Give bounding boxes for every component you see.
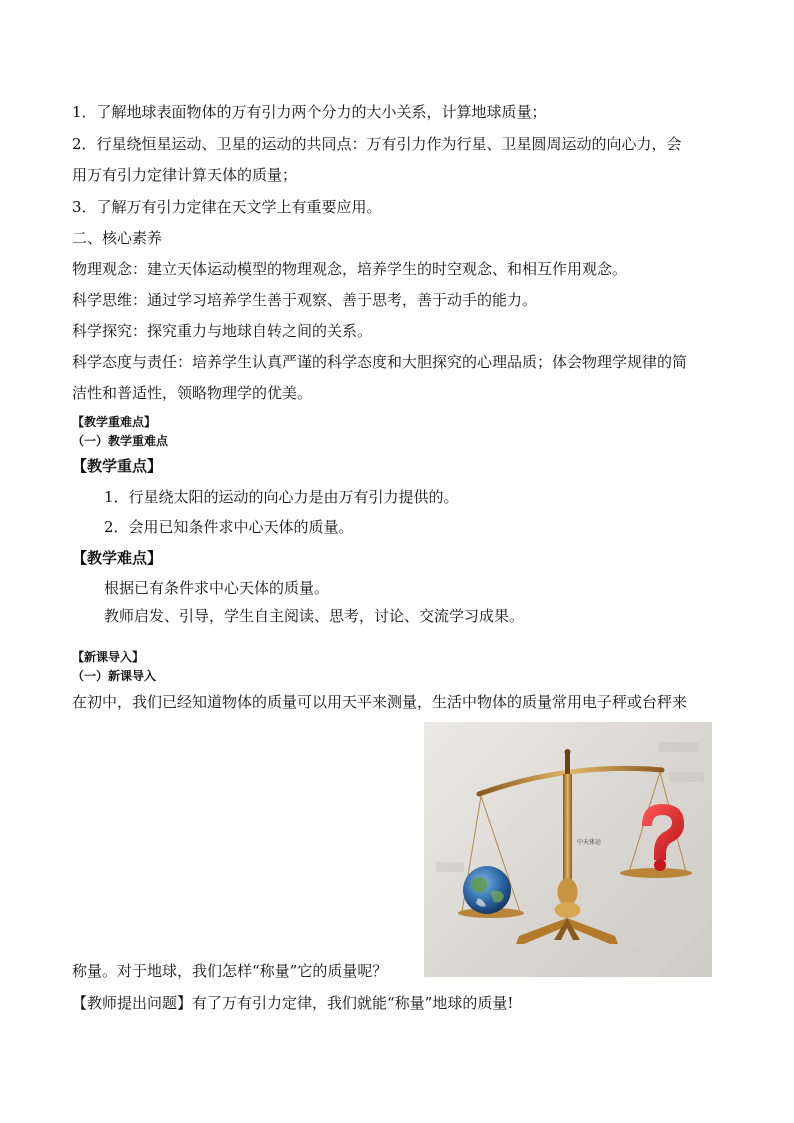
- core-attitude-line-2: 洁性和普适性，领略物理学的优美。: [72, 384, 313, 402]
- goal-3: 3．了解万有引力定律在天文学上有重要应用。: [72, 198, 382, 216]
- teaching-focus-title: 【教学重点】: [72, 457, 163, 475]
- intro-sub: （一）新课导入: [72, 669, 157, 683]
- right-pan: [620, 868, 692, 878]
- intro-paragraph-2: 称量。对于地球，我们怎样“称量”它的质量呢？: [72, 962, 388, 980]
- intro-paragraph-1: 在初中，我们已经知道物体的质量可以用天平来测量，生活中物体的质量常用电子秤或台秤来: [72, 693, 688, 711]
- focus-item-1: 1．行星绕太阳的运动的向心力是由万有引力提供的。: [104, 488, 459, 506]
- difficulty-item: 根据已有条件求中心天体的质量。: [104, 579, 330, 597]
- balance-earth-illustration: [424, 722, 712, 977]
- teaching-method: 教师启发、引导，学生自主阅读、思考，讨论、交流学习成果。: [104, 607, 525, 625]
- core-attitude-line-1: 科学态度与责任：培养学生认真严谨的科学态度和大胆探究的心理品质；体会物理学规律的简: [72, 353, 688, 371]
- intro-section: 【新课导入】: [72, 650, 145, 664]
- focus-item-2: 2．会用已知条件求中心天体的质量。: [104, 518, 354, 536]
- question-mark-icon: [642, 804, 684, 860]
- key-points-sub: （一）教学重难点: [72, 434, 169, 448]
- core-literacy-heading: 二、核心素养: [72, 229, 163, 247]
- balance-scale-graphic: [424, 722, 712, 977]
- core-physics-concept: 物理观念：建立天体运动模型的物理观念，培养学生的时空观念、和相互作用观念。: [72, 260, 628, 278]
- core-scientific-thinking: 科学思维：通过学习培养学生善于观察、善于思考，善于动手的能力。: [72, 291, 538, 309]
- figure-label: 中天体运: [577, 839, 602, 846]
- earth-globe: [463, 866, 511, 914]
- core-scientific-inquiry: 科学探究：探究重力与地球自转之间的关系。: [72, 322, 373, 340]
- teacher-question: 【教师提出问题】有了万有引力定律，我们就能“称量”地球的质量!: [72, 994, 514, 1012]
- goal-2-line-1: 2．行星绕恒星运动、卫星的运动的共同点：万有引力作为行星、卫星圆周运动的向心力，会: [72, 135, 682, 153]
- teaching-difficulty-title: 【教学难点】: [72, 549, 163, 567]
- goal-1: 1．了解地球表面物体的万有引力两个分力的大小关系，计算地球质量；: [72, 103, 547, 121]
- goal-2-line-2: 用万有引力定律计算天体的质量；: [72, 166, 298, 184]
- key-points-section: 【教学重难点】: [72, 415, 157, 429]
